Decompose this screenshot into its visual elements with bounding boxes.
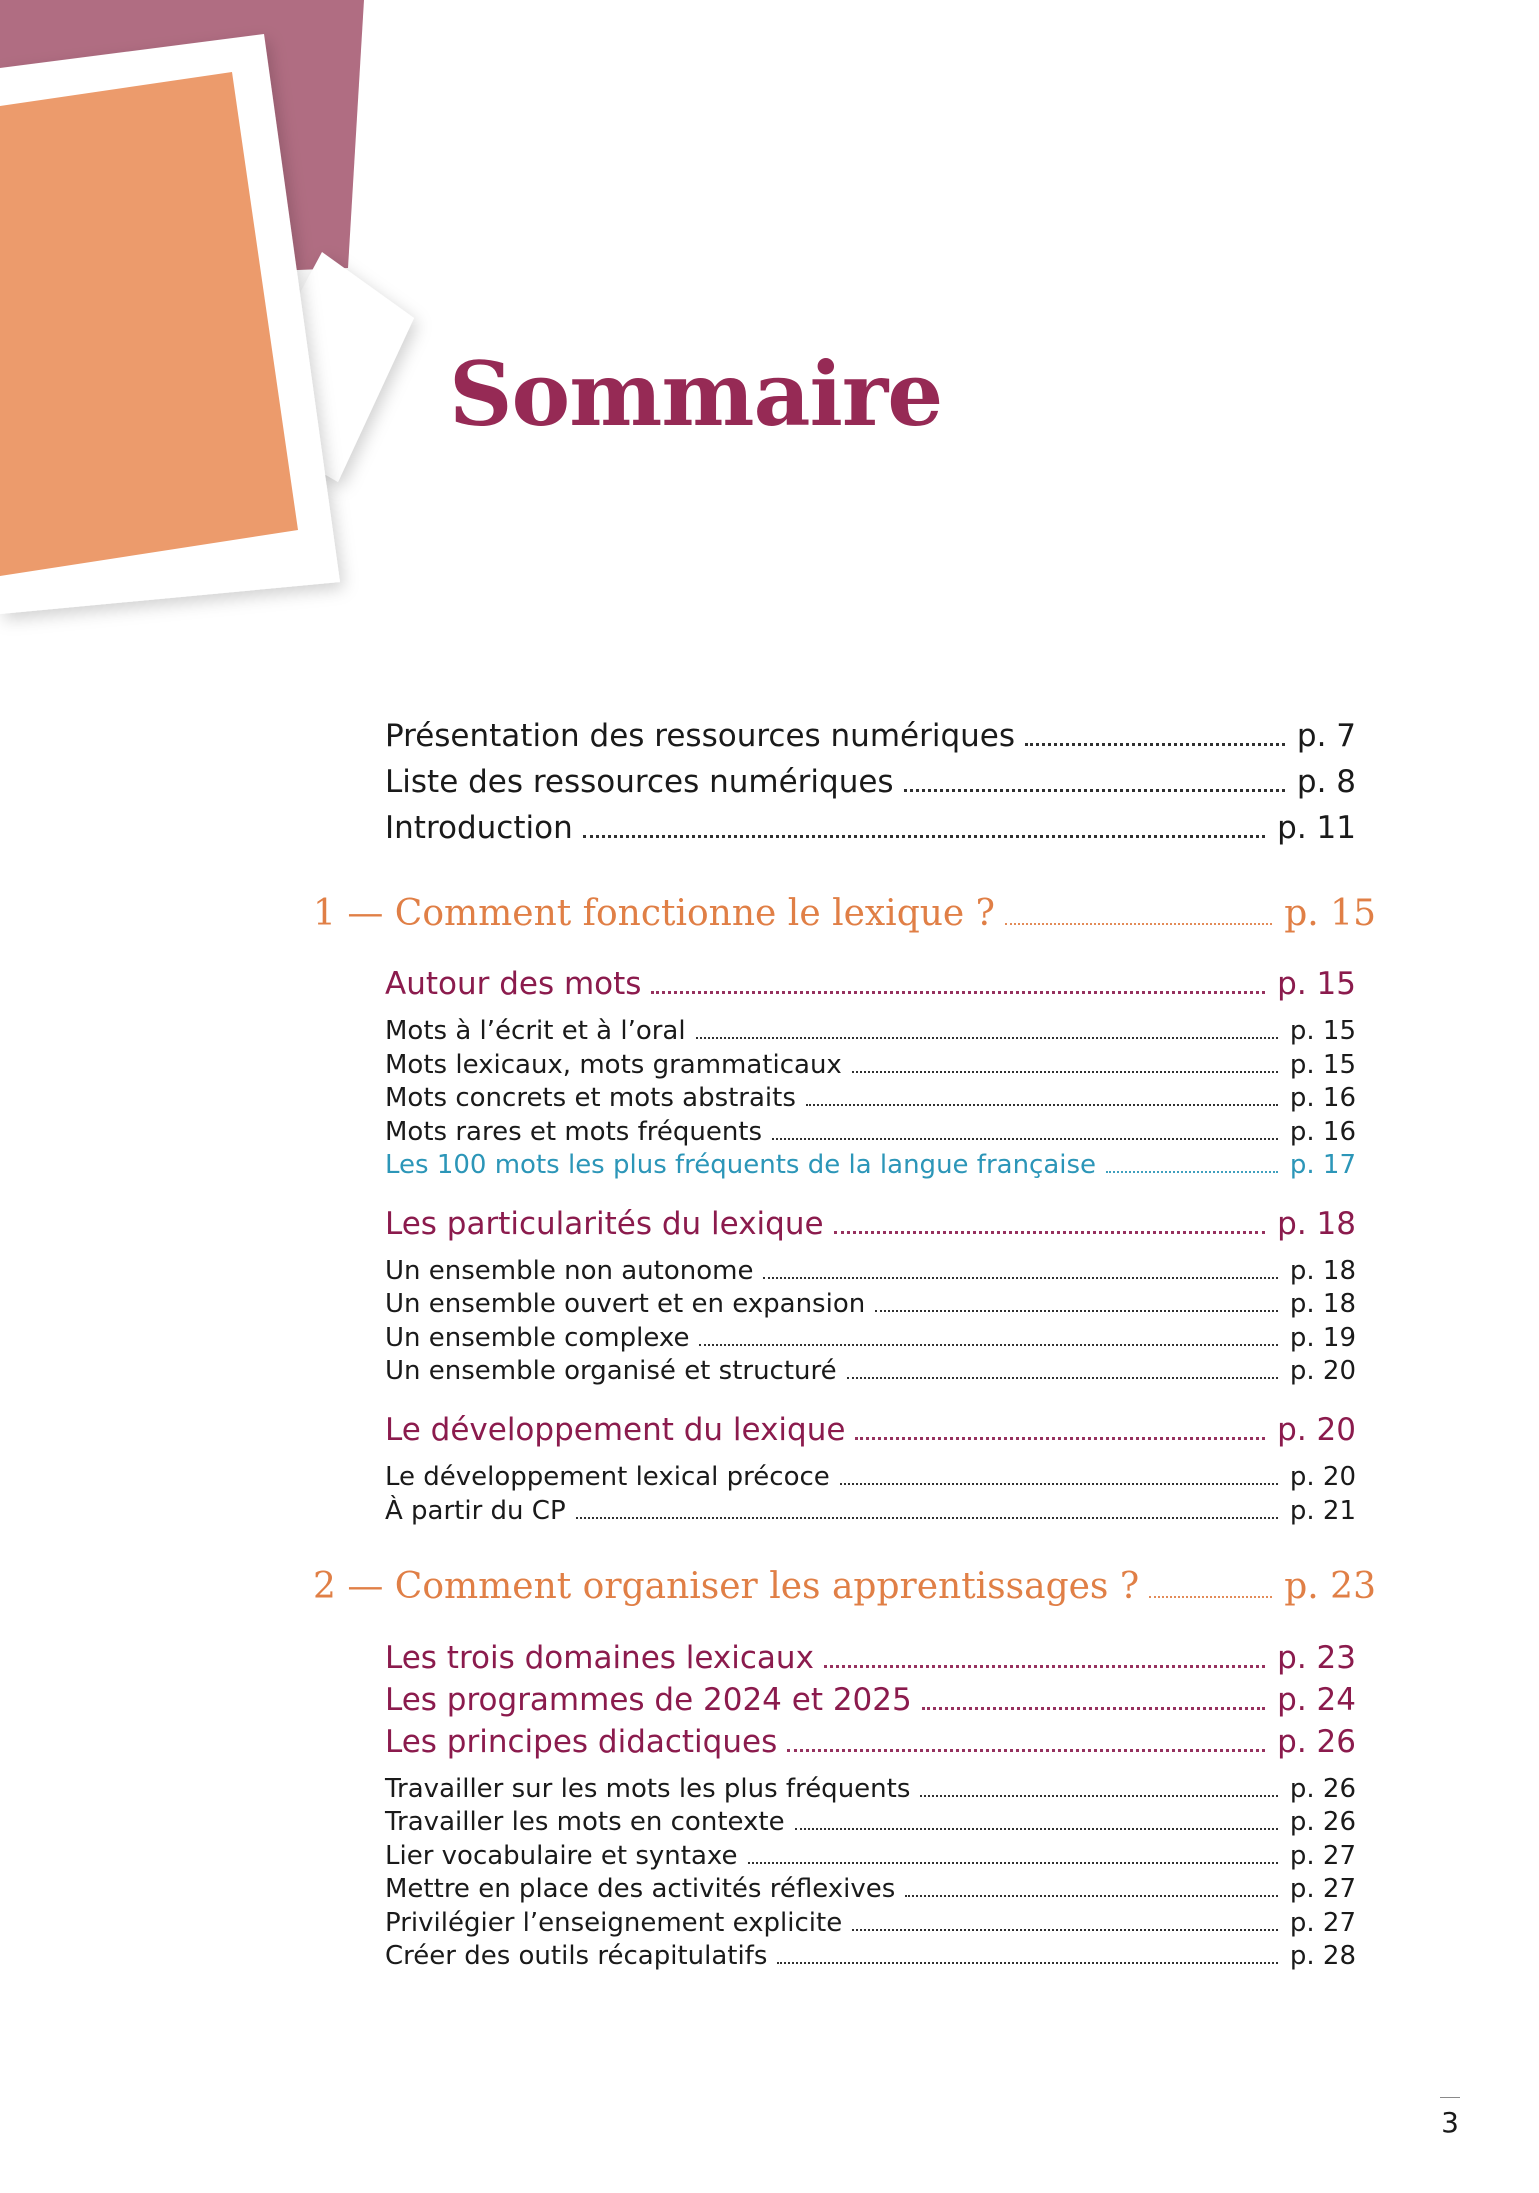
subentry-page: p. 15 <box>1289 1016 1356 1046</box>
decorative-paper-stack <box>0 0 440 640</box>
section-page: p. 26 <box>1277 1724 1356 1760</box>
page-number: 3 <box>1441 2106 1459 2139</box>
subentry-label: Un ensemble complexe <box>385 1323 690 1353</box>
toc-subentry[interactable] <box>385 1874 1356 1904</box>
toc-subentry[interactable] <box>385 1117 1356 1147</box>
dot-leader <box>699 1344 1277 1346</box>
section-label: Les programmes de 2024 et 2025 <box>385 1682 912 1718</box>
dot-leader <box>824 1665 1265 1668</box>
toc-entry-label: Présentation des ressources numériques <box>385 718 1016 754</box>
toc-section[interactable] <box>385 966 1356 1002</box>
subentry-page: p. 18 <box>1289 1289 1356 1319</box>
dot-leader <box>1005 923 1272 925</box>
page-title: Sommaire <box>449 342 943 446</box>
subentry-page: p. 16 <box>1289 1117 1356 1147</box>
subentry-page: p. 27 <box>1289 1874 1356 1904</box>
chapter-label: 2 — Comment organiser les apprentissages ? <box>313 1566 1140 1607</box>
subentry-label: Un ensemble non autonome <box>385 1256 754 1286</box>
dot-leader <box>806 1104 1278 1106</box>
dot-leader <box>875 1310 1278 1312</box>
dot-leader <box>855 1437 1265 1440</box>
subentry-label: Créer des outils récapitulatifs <box>385 1941 768 1971</box>
dot-leader <box>1106 1171 1278 1173</box>
toc-section[interactable] <box>385 1640 1356 1676</box>
subentry-page: p. 26 <box>1289 1774 1356 1804</box>
toc-subentry[interactable] <box>385 1016 1356 1046</box>
toc-entry-page: p. 8 <box>1296 764 1356 800</box>
chapter-label: 1 — Comment fonctionne le lexique ? <box>313 893 995 934</box>
subentry-label: Privilégier l’enseignement explicite <box>385 1908 843 1938</box>
toc-entry-label: Introduction <box>385 810 573 846</box>
toc-subentry[interactable] <box>385 1908 1356 1938</box>
resource-label: Les 100 mots les plus fréquents de la langue française <box>385 1150 1097 1180</box>
toc-subentry[interactable] <box>385 1462 1356 1492</box>
section-label: Les trois domaines lexicaux <box>385 1640 814 1676</box>
toc-subentry[interactable] <box>385 1774 1356 1804</box>
dot-leader <box>847 1377 1278 1379</box>
subentry-label: Un ensemble ouvert et en expansion <box>385 1289 866 1319</box>
toc-subentry[interactable] <box>385 1289 1356 1319</box>
toc-entry[interactable] <box>385 764 1356 800</box>
dot-leader <box>583 835 1265 838</box>
toc-subentry[interactable] <box>385 1807 1356 1837</box>
dot-leader <box>795 1828 1278 1830</box>
chapter-page: p. 15 <box>1284 893 1376 934</box>
dot-leader <box>852 1071 1278 1073</box>
subentry-page: p. 21 <box>1289 1496 1356 1526</box>
dot-leader <box>904 789 1285 792</box>
page-number-rule <box>1440 2097 1460 2098</box>
subentry-page: p. 16 <box>1289 1083 1356 1113</box>
toc-entry[interactable] <box>385 718 1356 754</box>
toc-section[interactable] <box>385 1412 1356 1448</box>
dot-leader <box>772 1138 1278 1140</box>
toc-entry[interactable] <box>385 810 1356 846</box>
subentry-label: Mots concrets et mots abstraits <box>385 1083 796 1113</box>
toc-subentry[interactable] <box>385 1256 1356 1286</box>
toc-resource-link[interactable] <box>385 1150 1356 1180</box>
dot-leader <box>651 991 1265 994</box>
dot-leader <box>840 1483 1278 1485</box>
section-label: Les particularités du lexique <box>385 1206 824 1242</box>
dot-leader <box>905 1895 1278 1897</box>
dot-leader <box>777 1962 1277 1964</box>
toc-entry-label: Liste des ressources numériques <box>385 764 894 800</box>
section-label: Autour des mots <box>385 966 642 1002</box>
dot-leader <box>920 1795 1277 1797</box>
subentry-label: Mots lexicaux, mots grammaticaux <box>385 1050 842 1080</box>
toc-subentry[interactable] <box>385 1496 1356 1526</box>
dot-leader <box>852 1929 1278 1931</box>
subentry-label: Le développement lexical précoce <box>385 1462 830 1492</box>
subentry-page: p. 18 <box>1289 1256 1356 1286</box>
dot-leader <box>1149 1596 1272 1598</box>
subentry-page: p. 15 <box>1289 1050 1356 1080</box>
section-page: p. 15 <box>1277 966 1356 1002</box>
subentry-label: Mettre en place des activités réflexives <box>385 1874 896 1904</box>
toc-section[interactable] <box>385 1724 1356 1760</box>
toc-subentry[interactable] <box>385 1841 1356 1871</box>
section-page: p. 18 <box>1277 1206 1356 1242</box>
section-label: Le développement du lexique <box>385 1412 846 1448</box>
subentry-label: À partir du CP <box>385 1496 566 1526</box>
subentry-page: p. 20 <box>1289 1356 1356 1386</box>
toc-subentry[interactable] <box>385 1941 1356 1971</box>
toc-chapter-2[interactable] <box>313 1566 1376 1607</box>
dot-leader <box>787 1749 1265 1752</box>
section-page: p. 24 <box>1277 1682 1356 1718</box>
toc-subentry[interactable] <box>385 1083 1356 1113</box>
subentry-label: Mots rares et mots fréquents <box>385 1117 763 1147</box>
dot-leader <box>922 1707 1265 1710</box>
dot-leader <box>696 1037 1278 1039</box>
toc-section[interactable] <box>385 1682 1356 1718</box>
toc-subentry[interactable] <box>385 1050 1356 1080</box>
subentry-page: p. 19 <box>1289 1323 1356 1353</box>
toc-entry-page: p. 7 <box>1296 718 1356 754</box>
resource-page: p. 17 <box>1289 1150 1356 1180</box>
subentry-page: p. 27 <box>1289 1908 1356 1938</box>
toc-chapter-1[interactable] <box>313 893 1376 934</box>
toc-subentry[interactable] <box>385 1356 1356 1386</box>
toc-entry-page: p. 11 <box>1277 810 1356 846</box>
toc-section[interactable] <box>385 1206 1356 1242</box>
subentry-label: Travailler les mots en contexte <box>385 1807 785 1837</box>
subentry-page: p. 26 <box>1289 1807 1356 1837</box>
subentry-page: p. 27 <box>1289 1841 1356 1871</box>
subentry-page: p. 28 <box>1289 1941 1356 1971</box>
subentry-label: Un ensemble organisé et structuré <box>385 1356 837 1386</box>
section-page: p. 20 <box>1277 1412 1356 1448</box>
toc-subentry[interactable] <box>385 1323 1356 1353</box>
section-page: p. 23 <box>1277 1640 1356 1676</box>
dot-leader <box>834 1231 1266 1234</box>
dot-leader <box>763 1277 1277 1279</box>
subentry-label: Lier vocabulaire et syntaxe <box>385 1841 738 1871</box>
subentry-page: p. 20 <box>1289 1462 1356 1492</box>
dot-leader <box>576 1517 1278 1519</box>
subentry-label: Travailler sur les mots les plus fréquents <box>385 1774 911 1804</box>
subentry-label: Mots à l’écrit et à l’oral <box>385 1016 686 1046</box>
section-label: Les principes didactiques <box>385 1724 778 1760</box>
chapter-page: p. 23 <box>1284 1566 1376 1607</box>
dot-leader <box>1025 743 1285 746</box>
dot-leader <box>748 1862 1278 1864</box>
